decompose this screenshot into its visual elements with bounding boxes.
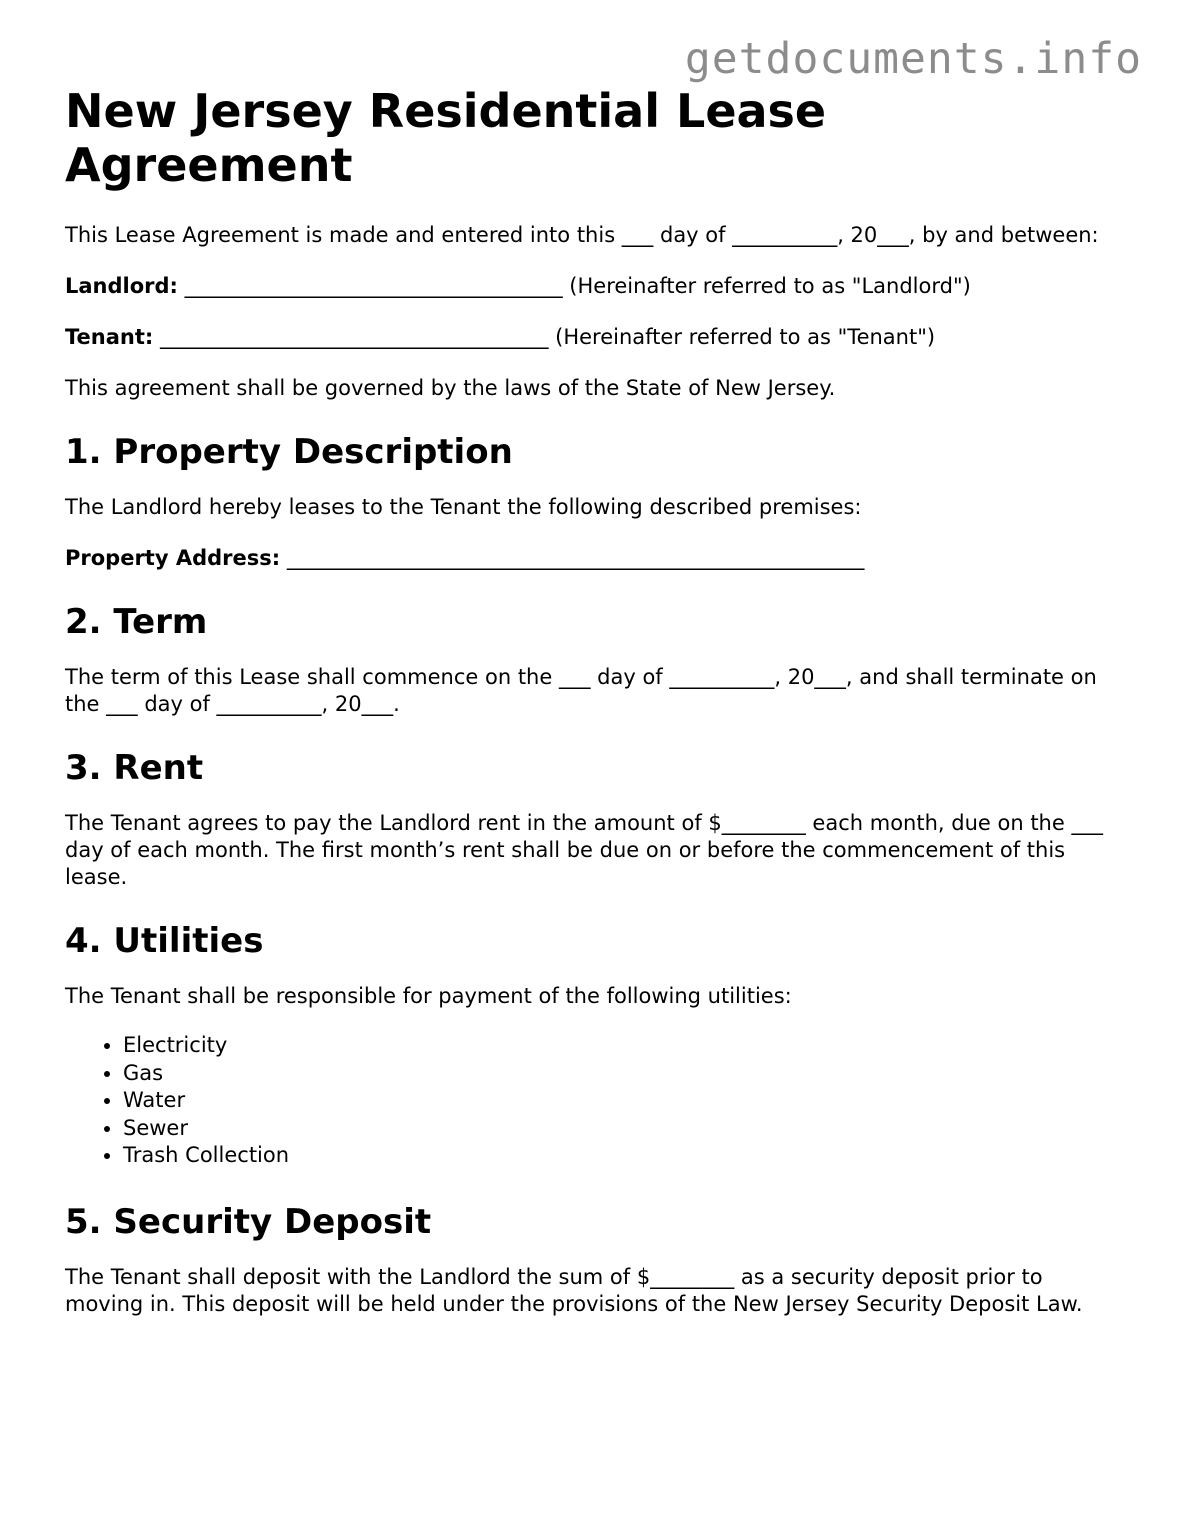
watermark: getdocuments.info xyxy=(684,34,1142,84)
tenant-field: _____________________________________ (Hereinafter referred to as "Tenant") xyxy=(153,325,936,349)
list-item: • Gas xyxy=(123,1060,1125,1088)
security-deposit-paragraph: The Tenant shall deposit with the Landlord the sum of $________ as a security deposit prior to moving in. This deposit will be held under the provisions of the New Jersey Security Deposit Law. xyxy=(65,1264,1083,1316)
document-title: New Jersey Residential Lease Agreement xyxy=(65,84,827,192)
governing-law-paragraph: This agreement shall be governed by the laws of the State of New Jersey. xyxy=(65,376,836,400)
utilities-heading: 4. Utilities xyxy=(65,921,264,961)
property-address-line xyxy=(65,545,1125,572)
term-heading: 2. Term xyxy=(65,602,208,642)
landlord-line xyxy=(65,273,1125,300)
term-paragraph: The term of this Lease shall commence on the ___ day of __________, 20___, and shall terminate on the ___ day of __________, 20___. xyxy=(65,665,1097,716)
property-heading: 1. Property Description xyxy=(65,432,513,472)
property-paragraph: The Landlord hereby leases to the Tenant the following described premises: xyxy=(65,495,862,519)
list-item: • Water xyxy=(123,1087,1125,1115)
rent-heading: 3. Rent xyxy=(65,748,204,788)
list-item: • Electricity xyxy=(123,1032,1125,1060)
property-address-field: _______________________________________________________ xyxy=(280,546,865,570)
property-address-label: Property Address: xyxy=(65,546,281,570)
security-deposit-heading: 5. Security Deposit xyxy=(65,1201,432,1242)
intro-paragraph: This Lease Agreement is made and entered into this ___ day of __________, 20___, by and between: xyxy=(65,223,1099,247)
utilities-paragraph: The Tenant shall be responsible for payment of the following utilities: xyxy=(65,984,792,1008)
tenant-label: Tenant: xyxy=(65,325,154,349)
tenant-line xyxy=(65,324,1125,351)
rent-paragraph: The Tenant agrees to pay the Landlord rent in the amount of $________ each month, due on the ___ day of each month. The first month’s rent shall be due on or before the commencement of this lease. xyxy=(65,811,1103,889)
utilities-list xyxy=(65,1032,1125,1170)
document-page xyxy=(65,84,1125,1342)
landlord-field: ____________________________________ (Hereinafter referred to as "Landlord") xyxy=(177,274,971,298)
landlord-label: Landlord: xyxy=(65,274,178,298)
list-item: • Sewer xyxy=(123,1115,1125,1143)
list-item: • Trash Collection xyxy=(123,1142,1125,1170)
